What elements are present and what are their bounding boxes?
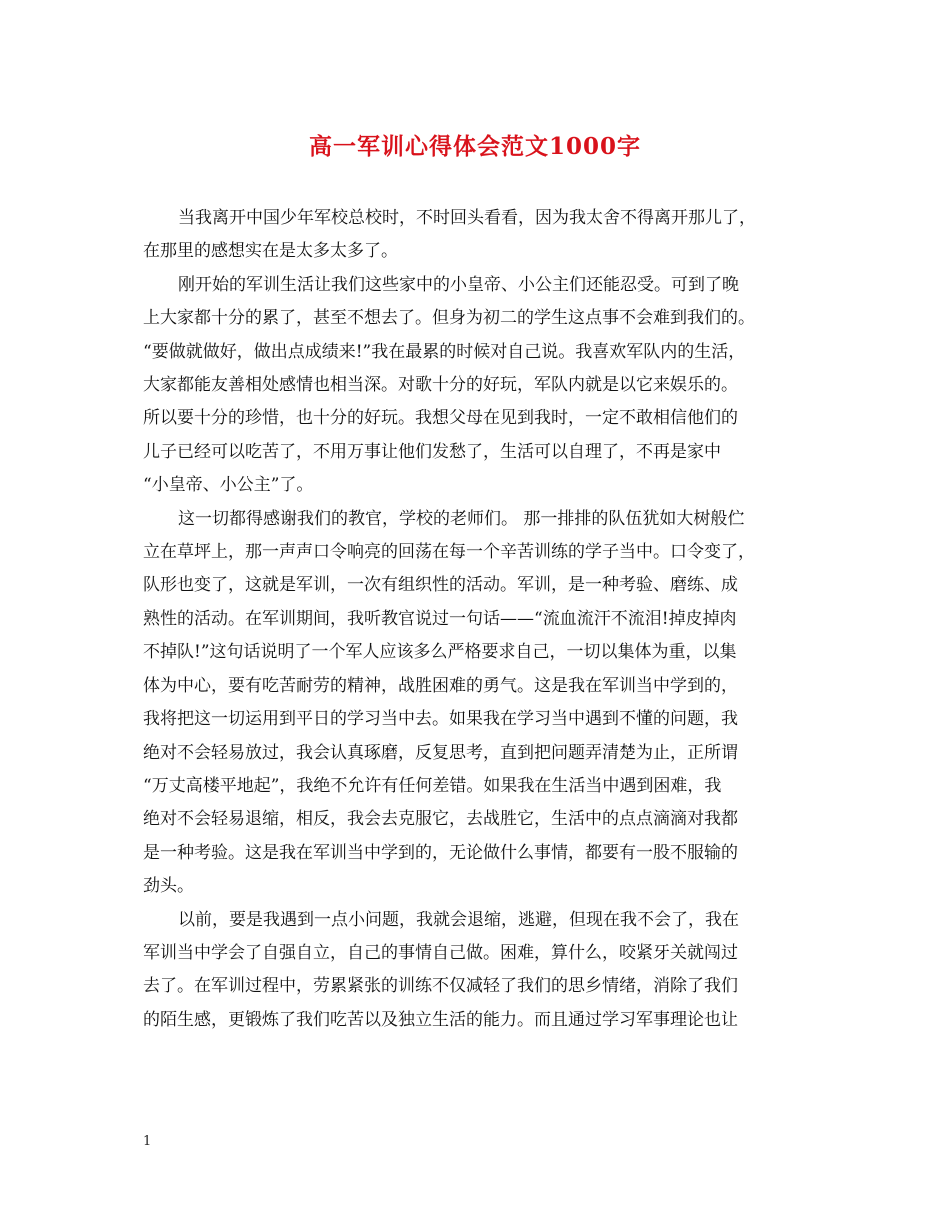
text-line: 队形也变了，这就是军训，一次有组织性的活动。军训，是一种考验、磨练、成 (143, 575, 738, 596)
text-line: 我将把这一切运用到平日的学习当中去。如果我在学习当中遇到不懂的问题，我 (143, 709, 738, 730)
text-line: 大家都能友善相处感情也相当深。对歌十分的好玩，军队内就是以它来娱乐的。 (143, 375, 738, 396)
text-line: 不掉队!”这句话说明了一个军人应该多么严格要求自己，一切以集体为重，以集 (143, 642, 737, 663)
text-line: 劲头。 (143, 876, 194, 897)
text-line: “要做就做好，做出点成绩来!”我在最累的时候对自己说。我喜欢军队内的生活， (143, 341, 746, 362)
text-line: 绝对不会轻易放过，我会认真琢磨，反复思考，直到把问题弄清楚为止，正所谓 (143, 742, 738, 763)
text-line: 以前，要是我遇到一点小问题，我就会退缩，逃避，但现在我不会了，我在 (178, 909, 739, 930)
paragraph (143, 904, 811, 1038)
text-line: 当我离开中国少年军校总校时，不时回头看看，因为我太舍不得离开那儿了， (178, 208, 756, 228)
page-number: 1 (143, 1134, 152, 1149)
text-line: 绝对不会轻易退缩，相反，我会去克服它，去战胜它，生活中的点点滴滴对我都 (143, 809, 738, 830)
text-line: 所以要十分的珍惜，也十分的好玩。我想父母在见到我时，一定不敢相信他们的 (143, 408, 738, 429)
text-line: 刚开始的军训生活让我们这些家中的小皇帝、小公主们还能忍受。可到了晚 (178, 274, 739, 295)
document-title: 高一军训心得体会范文1000字 (308, 133, 641, 160)
text-line: 儿子已经可以吃苦了，不用万事让他们发愁了，生活可以自理了，不再是家中 (143, 441, 721, 462)
paragraph (143, 202, 811, 269)
text-line: 的陌生感，更锻炼了我们吃苦以及独立生活的能力。而且通过学习军事理论也让 (143, 1009, 738, 1030)
document-body (143, 202, 811, 1037)
text-line: 去了。在军训过程中，劳累紧张的训练不仅减轻了我们的思乡情绪，消除了我们 (143, 976, 738, 997)
text-line: 军训当中学会了自强自立，自己的事情自己做。困难，算什么，咬紧牙关就闯过 (143, 942, 738, 963)
text-line: 上大家都十分的累了，甚至不想去了。但身为初二的学生这点事不会难到我们的。 (143, 308, 755, 329)
paragraph (143, 269, 811, 503)
text-line: “小皇帝、小公主”了。 (143, 475, 314, 496)
paragraph (143, 503, 811, 904)
text-line: 熟性的活动。在军训期间，我听教官说过一句话——“流血流汗不流泪!掉皮掉肉 (143, 608, 737, 629)
text-line: 立在草坪上，那一声声口令响亮的回荡在每一个辛苦训练的学子当中。口令变了， (143, 542, 755, 563)
text-line: 在那里的感想实在是太多太多了。 (143, 241, 398, 262)
text-line: 是一种考验。这是我在军训当中学到的，无论做什么事情，都要有一股不服输的 (143, 842, 738, 863)
text-line: “万丈高楼平地起”，我绝不允许有任何差错。如果我在生活当中遇到困难，我 (143, 775, 722, 796)
text-line: 这一切都得感谢我们的教官，学校的老师们。 那一排排的队伍犹如大树般伫 (178, 508, 745, 529)
text-line: 体为中心，要有吃苦耐劳的精神，战胜困难的勇气。这是我在军训当中学到的， (143, 675, 738, 696)
